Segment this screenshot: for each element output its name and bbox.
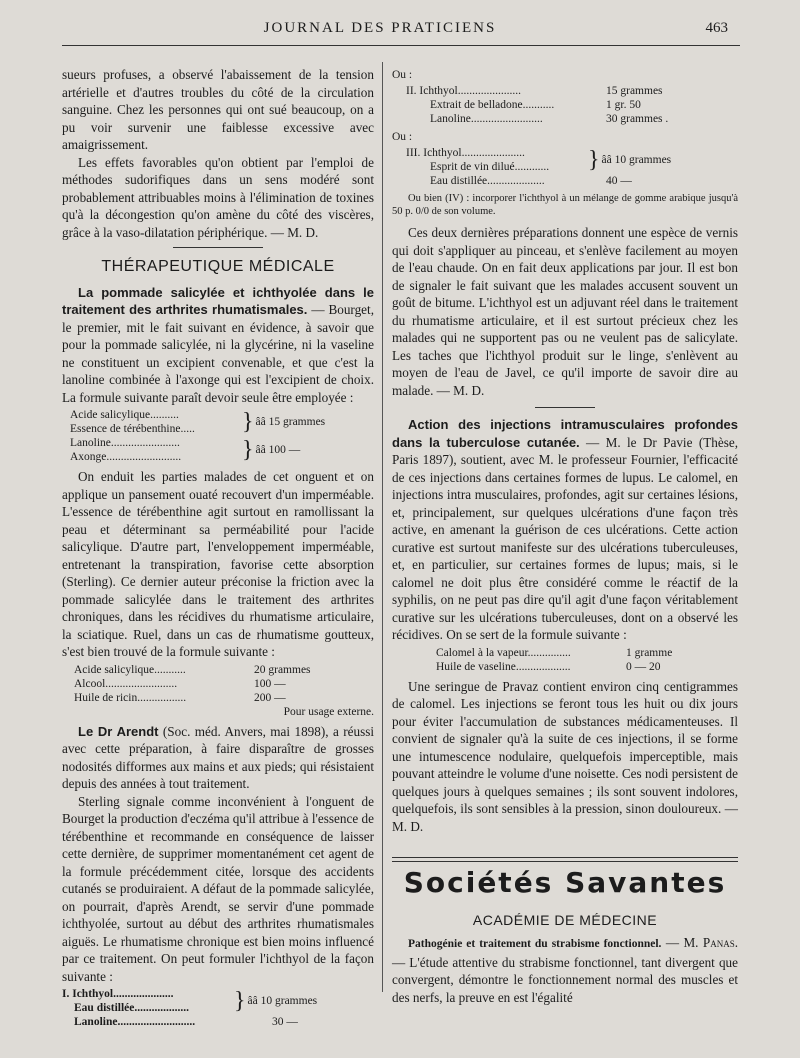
subsection-title: ACADÉMIE DE MÉDECINE <box>472 912 658 928</box>
paragraph: Les effets favorables qu'on obtient par l'emploi de méthodes sudorifiques dans un sens modéré sont probablement attribuables moins à l'élimination de toxines qu'à la décongestion qu'on amène du côté des viscères, grâce à la vaso-dilatation périphérique. — M. D. <box>62 154 374 240</box>
article-lead: La pommade salicylée et ichthyolée dans le traitement des arthrites rhumatismales. <box>62 284 374 317</box>
left-column <box>62 66 374 1033</box>
academie-body <box>392 934 738 1006</box>
article-paragraph <box>392 416 738 644</box>
formula-note: Pour usage externe. <box>283 705 374 718</box>
formula-alt-label: Ou : <box>392 131 413 143</box>
section-rule <box>392 857 738 858</box>
section-rule <box>173 247 263 248</box>
formula-qty: ââ 15 grammes <box>255 416 326 428</box>
formula-block <box>436 646 738 674</box>
section-heading-societes: Sociétés Savantes <box>403 866 727 899</box>
formula-qty: 20 grammes <box>254 663 311 676</box>
brace-icon: } <box>234 988 246 1014</box>
formula-qty: 15 grammes <box>606 85 663 97</box>
article-paragraph <box>62 284 374 407</box>
article-text: On enduit les parties malades de cet onguent et on applique un pansement ouaté recouvert d'un imperméable. L'essence de térébenthine agit surtout en ramollissant la peau et déterminant sa perméabilité pour l'acide salicylique. D'autre part, l'enveloppement imperméable, entretenant la transpiration, favorise cette absorption (Sterling). Ce dernier auteur préconise la friction avec la pommade salicylée dans le traitement des arthrites chroniques, dans les récidives du rhumatisme articulaire, la sciatique. Ruel, dans un cas de rhumatisme goutteux, s'est bien trouvé de la formule suivante : <box>62 469 374 659</box>
article-lead: Action des injections intramusculaires profondes dans la tuberculose cutanée. <box>392 417 738 450</box>
brace-icon: } <box>242 437 254 463</box>
formula-item: II. Ichthyol...................... <box>406 85 521 97</box>
formula-qty: ââ 100 — <box>255 444 301 456</box>
formula-qty: 200 — <box>254 691 286 704</box>
section-rule <box>392 861 738 862</box>
formula-item: Huile de vaseline................... <box>436 660 571 673</box>
formula-item: Calomel à la vapeur............... <box>436 646 571 659</box>
formula-qty: 0 — 20 <box>626 660 661 673</box>
formula-item: Eau distillée.................... <box>430 175 545 187</box>
formula-item: Lanoline........................ <box>70 437 180 449</box>
article-text: Sterling signale comme inconvénient à l'onguent de Bourget la production d'eczéma qu'il attribue à l'essence de térébenthine et recommande en conséquence de laisser cette dernière, de supprimer momentanément cet agent de la formule précédemment citée, lorsque des accidents cutanés se produiraient. A défaut de la pommade salicylée, on pourrait, d'après Arendt, se servir d'une pommade ichthyolée, surtout au début des arthrites rhumatismales aiguës. Le rhumatisme chronique est bien moins influencé par ce traitement. On peut formuler l'ichthyol de la façon suivante : <box>62 793 374 984</box>
formula-qty: ââ 10 grammes <box>601 154 672 166</box>
formula-item: Alcool......................... <box>74 677 178 690</box>
formula-item: Acide salicylique.......... <box>70 409 179 421</box>
article-text: Une seringue de Pravaz contient environ cinq centigrammes de calomel. Les injections se feront tous les huit ou dix jours pour éviter l'accumulation de substances médicamenteuses. Il convient de signaler qu'à la suite de ces injections, il se forme une intumescence nodulaire, quelquefois imperceptible, mais pouvant atteindre le volume d'une noisette. Ces nodi persistent de quelques jours à quelques semaines ; ils sont souvent indolores, quelquefois, ils sont sensibles à la pression, sinon douloureux. — M. D. <box>392 678 738 834</box>
formula-item: Axonge.......................... <box>70 451 182 463</box>
formula-group <box>62 987 374 1015</box>
article-paragraph <box>62 723 374 793</box>
formula-qty: 40 — <box>606 175 632 187</box>
formula-group <box>70 436 374 464</box>
formula-qty: 100 — <box>254 677 286 690</box>
page-number: 463 <box>705 20 728 36</box>
paragraph: sueurs profuses, a observé l'abaissement de la tension artérielle et d'autres troubles du côté de la circulation sanguine. Chez les personnes qui ont sué beaucoup, on a pu voir survenir une faiblesse excessive avec amaigrissement. <box>62 67 374 152</box>
formula-group <box>406 146 738 174</box>
author-name: M. Panas. <box>683 935 739 950</box>
article-separator <box>535 407 595 408</box>
formula-qty: 30 — <box>272 1016 298 1028</box>
formula-qty: 1 gramme <box>626 646 673 659</box>
formula-qty: 1 gr. 50 <box>606 99 641 111</box>
right-column <box>392 66 738 835</box>
article-text: (Soc. méd. Anvers, mai 1898), a réussi avec cette préparation, à faire disparaître de grosses nodosités difformes aux mains et aux pieds; qui résistaient depuis des années à tout traitement. <box>62 723 375 791</box>
journal-title: JOURNAL DES PRATICIENS <box>263 20 497 36</box>
brace-icon: } <box>588 147 600 173</box>
formula-block <box>70 408 374 464</box>
formula-block <box>406 146 738 188</box>
header-rule <box>62 45 740 46</box>
column-divider <box>382 62 383 992</box>
formula-alt-label: Ou : <box>392 69 413 81</box>
article-text: — L'étude attentive du strabisme fonctionnel, tant divergent que convergent, démontre le fonctionnement normal des muscles et des nerfs, la preuve en est l'égalité <box>392 954 738 1005</box>
formula-item: Eau distillée................... <box>74 1002 190 1014</box>
formula-item: Lanoline........................... <box>74 1016 196 1028</box>
author-name: Le Dr Arendt <box>78 723 159 739</box>
formula-item: III. Ichthyol...................... <box>406 147 525 159</box>
formula-item: Acide salicylique........... <box>74 663 186 676</box>
section-title: THÉRAPEUTIQUE MÉDICALE <box>101 258 335 275</box>
formula-group <box>70 408 374 436</box>
formula-item: Essence de térébenthine..... <box>70 423 195 435</box>
formula-block <box>406 84 738 126</box>
article-text: Ces deux dernières préparations donnent une espèce de vernis qui doit s'appliquer au pinceau, et s'enlève facilement au moyen de l'eau chaude. On en fait deux applications par jour. Il est bon de signaler le fait suivant que les malades accusent souvent un goût de bitume. L'ichthyol est un adjuvant réel dans le traitement du rhumatisme articulaire, et il est surtout précieux chez les malades qui ne supportent pas ou ne veulent pas de salicylate. Les taches que l'ichthyol produit sur le linge, s'enlèvent au moyen de l'eau de Javel, ce qu'il importe de savoir dire au malade. — M. D. <box>392 225 738 398</box>
article-text: — M. le Dr Pavie (Thèse, Paris 1897), soutient, avec M. le professeur Fournier, l'efficacité de ces injections dans certaines formes de lupus. Le calomel, en injections intra musculaires, profondes, agit sur certaines lésions, et, principalement, sur quelques ulcérations d'une façon très active, en amenant la guérison de ces ulcérations. Cette action curative est surtout manifeste sur des ulcérations tuberculeuses, et, en particulier, sur certaines formes de lupus; mais, si le calomel ne doit plus être considéré comme le réactif de la syphilis, on ne peut pas dire qu'il agit d'une façon véritablement curative sur les ulcérations tuberculeuses, dont on a observé les récidives. On se sert de la formule suivante : <box>392 434 738 642</box>
formula-item: Extrait de belladone........... <box>430 99 555 111</box>
page-header <box>0 0 800 46</box>
formula-item: Esprit de vin dilué............ <box>430 161 550 173</box>
article-text: — Bourget, le premier, mit le fait suivant en évidence, à savoir que pour la pommade salicylée, ni la glycérine, ni la vaseline ne constituent un excipient convenable, et que c'est la lanoline combinée à l'axonge qui est l'excipient de choix. La formule suivante paraît devoir seule être employée : <box>62 302 374 405</box>
brace-icon: } <box>242 409 254 435</box>
formula-block <box>62 987 374 1029</box>
formula-item: I. Ichthyol..................... <box>62 988 174 1000</box>
formula-item: Lanoline......................... <box>430 113 543 125</box>
formula-note: Ou bien (IV) : incorporer l'ichthyol à un mélange de gomme arabique jusqu'à 50 p. 0/0 de son volume. <box>392 193 738 217</box>
article-paragraph: Pathogénie et traitement du strabisme fonctionnel. — M. Panas. — L'étude attentive du strabisme fonctionnel, tant divergent que convergent, démontre le fonctionnement normal des muscles et des nerfs, la preuve en est l'égalité <box>392 935 739 1005</box>
formula-block <box>74 663 374 719</box>
formula-item: Huile de ricin................. <box>74 691 187 704</box>
formula-qty: ââ 10 grammes <box>247 995 318 1007</box>
formula-qty: 30 grammes . <box>606 113 669 125</box>
article-lead: Pathogénie et traitement du strabisme fonctionnel. <box>408 938 662 950</box>
